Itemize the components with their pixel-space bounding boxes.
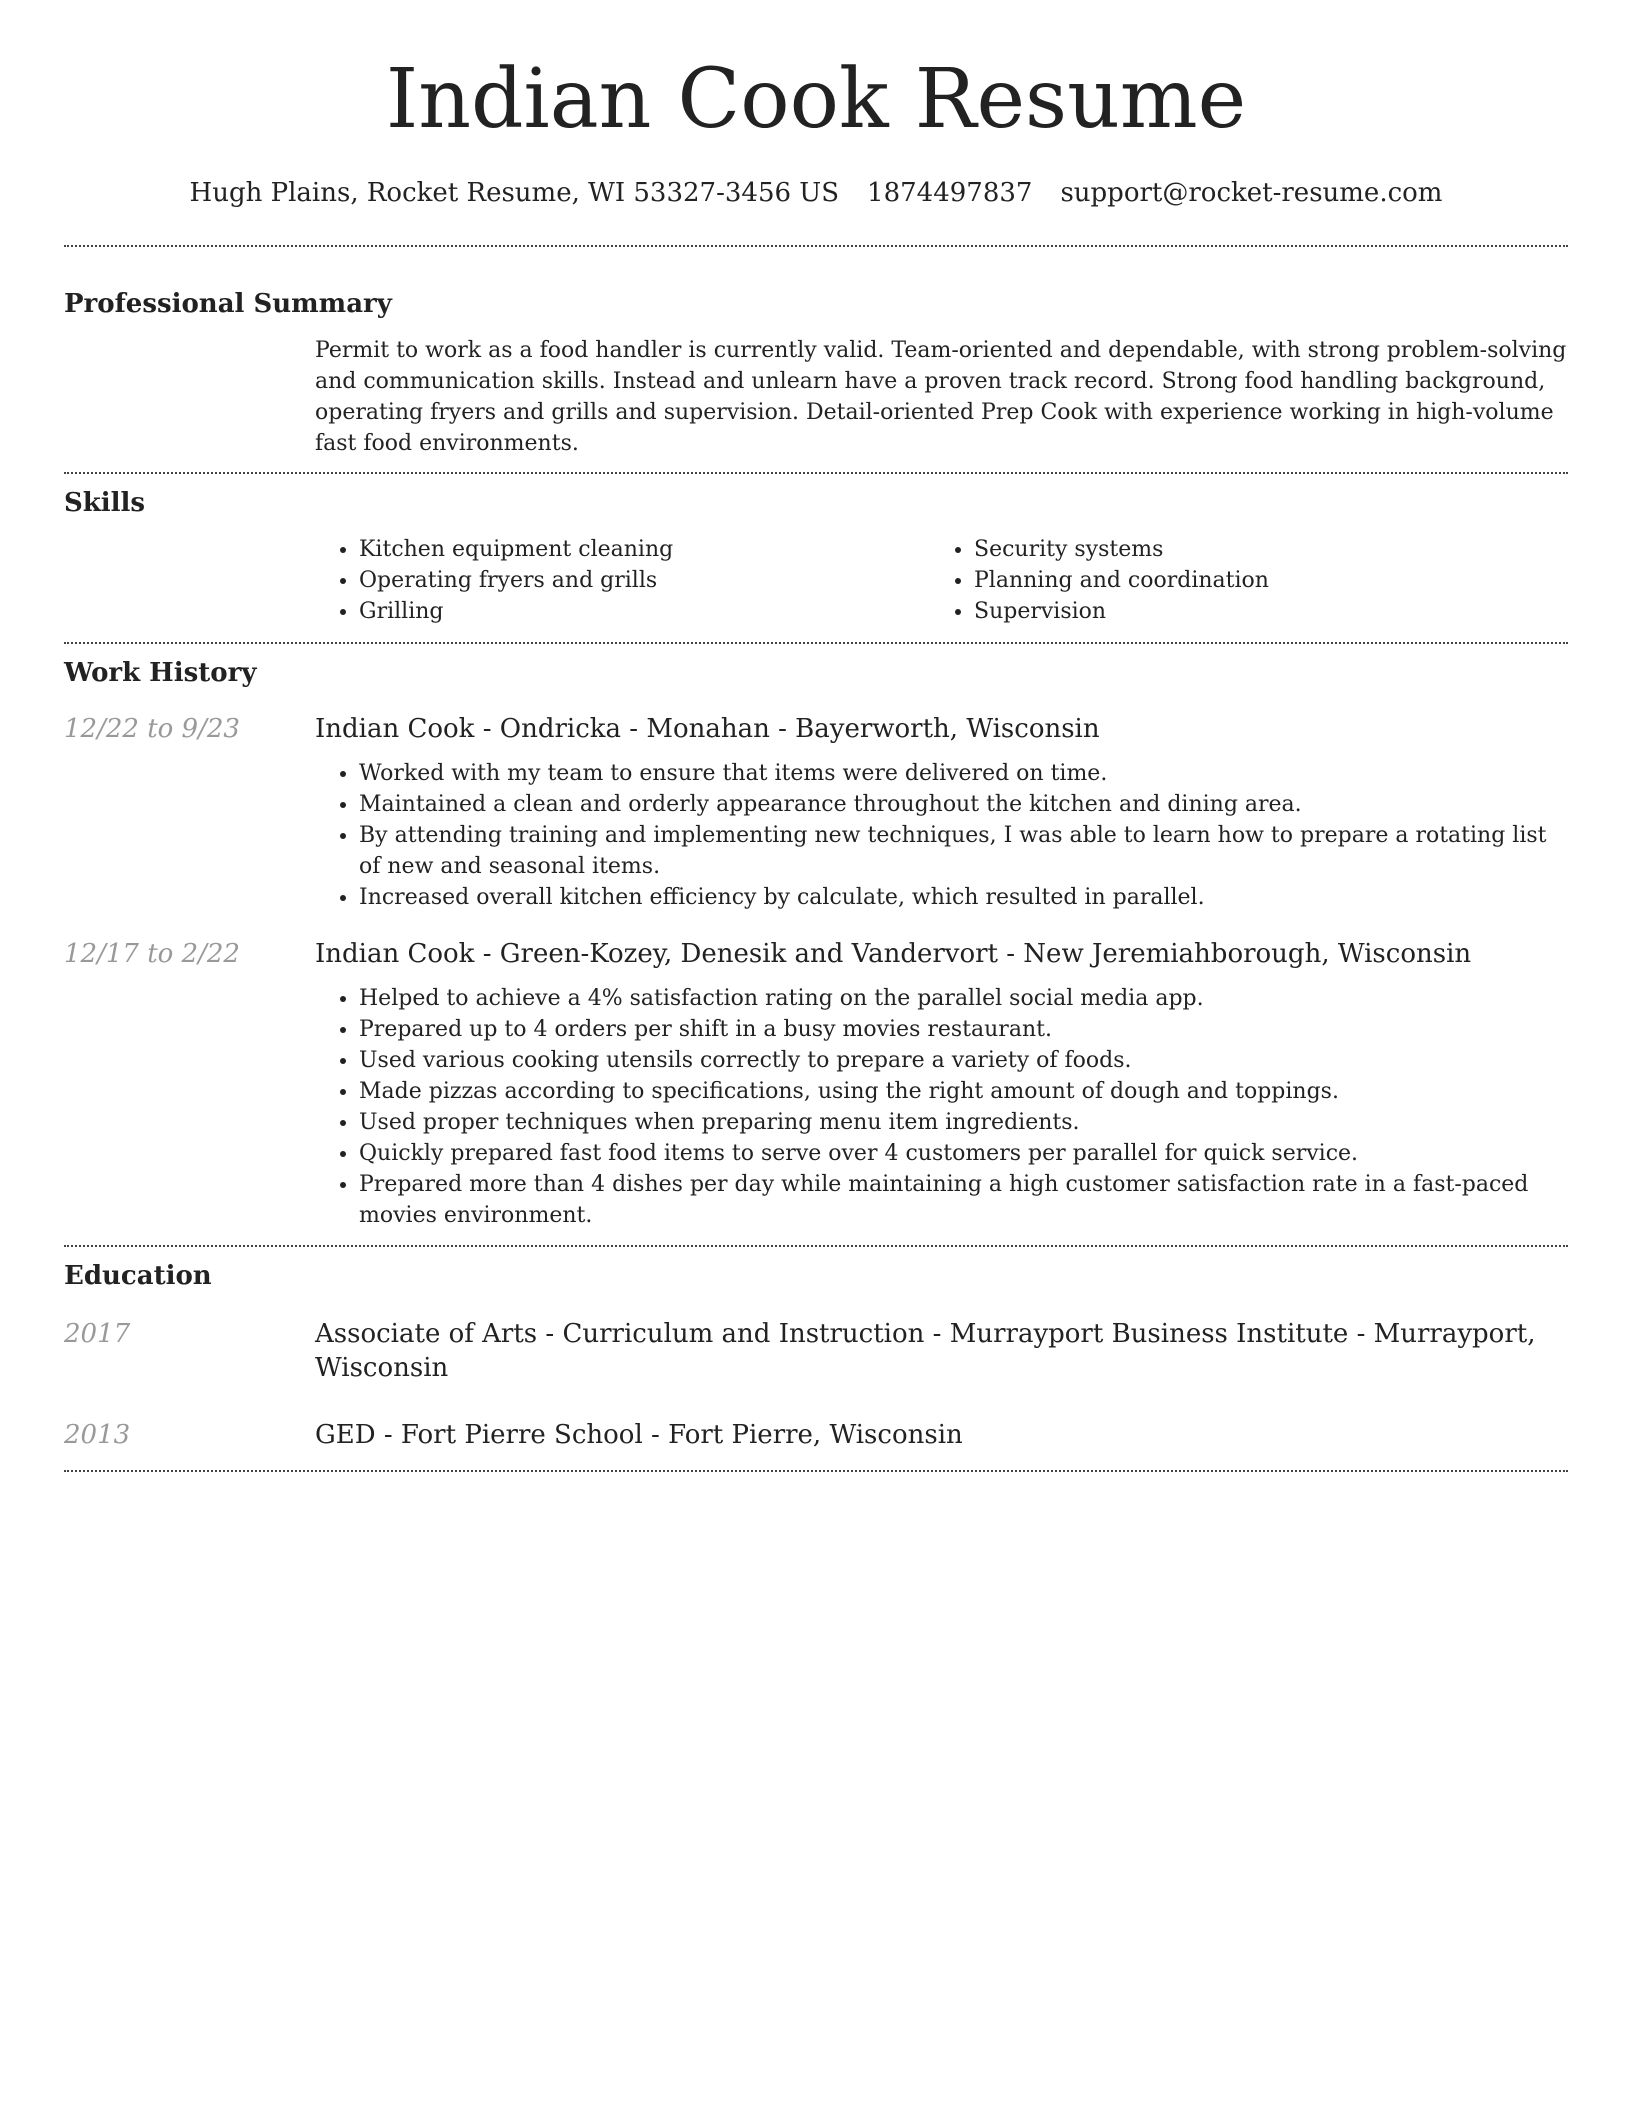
divider [64, 245, 1568, 247]
job-dates: 12/17 to 2/22 [64, 939, 240, 969]
education-detail: GED - Fort Pierre School - Fort Pierre, Wisconsin [315, 1420, 963, 1450]
job-bullet: • Prepared more than 4 dishes per day while maintaining a high customer satisfaction rate in a fast-paced movies environment. [359, 1169, 1568, 1231]
job-title: Indian Cook - Ondricka - Monahan - Bayerworth, Wisconsin [315, 714, 1100, 744]
education-entry [64, 1418, 1568, 1452]
education-year: 2017 [64, 1319, 131, 1349]
section-title-summary: Professional Summary [64, 289, 392, 319]
job-bullet: • Used proper techniques when preparing menu item ingredients. [359, 1107, 1568, 1138]
section-title-education: Education [64, 1261, 212, 1291]
job-bullet: • Prepared up to 4 orders per shift in a busy movies restaurant. [359, 1014, 1568, 1045]
job-bullet: • Helped to achieve a 4% satisfaction rating on the parallel social media app. [359, 983, 1568, 1014]
skills-list-left [315, 534, 930, 627]
job-bullet: • Maintained a clean and orderly appearance throughout the kitchen and dining area. [359, 789, 1568, 820]
job-bullets [315, 983, 1568, 1231]
section-title-skills: Skills [64, 488, 146, 518]
section-title-work: Work History [64, 658, 257, 688]
divider [64, 1470, 1568, 1472]
divider [64, 472, 1568, 474]
skill-item: • Security systems [974, 534, 1545, 565]
skill-item: • Kitchen equipment cleaning [359, 534, 930, 565]
skill-item: • Grilling [359, 596, 930, 627]
job-entry [64, 937, 1568, 1231]
education-year: 2013 [64, 1420, 131, 1450]
contact-email: support@rocket-resume.com [1060, 178, 1443, 208]
education-entry [64, 1317, 1568, 1385]
skills-list-right [930, 534, 1545, 627]
job-bullet: • By attending training and implementing new techniques, I was able to learn how to prepare a rotating list of new and seasonal items. [359, 820, 1568, 882]
job-dates: 12/22 to 9/23 [64, 714, 240, 744]
job-bullet: • Used various cooking utensils correctly to prepare a variety of foods. [359, 1045, 1568, 1076]
job-bullet: • Worked with my team to ensure that items were delivered on time. [359, 758, 1568, 789]
skill-item: • Operating fryers and grills [359, 565, 930, 596]
skill-item: • Supervision [974, 596, 1545, 627]
divider [64, 642, 1568, 644]
contact-address: Hugh Plains, Rocket Resume, WI 53327-3456 US [189, 178, 840, 208]
education-detail: Associate of Arts - Curriculum and Instruction - Murrayport Business Institute - Murrayport, Wisconsin [315, 1319, 1536, 1383]
job-entry [64, 712, 1568, 913]
job-bullets [315, 758, 1568, 913]
resume-page [64, 0, 1568, 1472]
job-bullet: • Increased overall kitchen efficiency by calculate, which resulted in parallel. [359, 882, 1568, 913]
skill-item: • Planning and coordination [974, 565, 1545, 596]
summary-text: Permit to work as a food handler is currently valid. Team-oriented and dependable, with strong problem-solving and communication skills. Instead and unlearn have a proven track record. Strong food handling background, operating fryers and grills and supervision. Detail-oriented Prep Cook with experience working in high-volume fast food environments. [315, 338, 1567, 456]
divider [64, 1245, 1568, 1247]
contact-line [64, 176, 1568, 210]
job-title: Indian Cook - Green-Kozey, Denesik and Vandervort - New Jeremiahborough, Wisconsin [315, 939, 1472, 969]
page-title: Indian Cook Resume [385, 52, 1247, 147]
contact-phone: 1874497837 [867, 178, 1033, 208]
job-bullet: • Quickly prepared fast food items to serve over 4 customers per parallel for quick service. [359, 1138, 1568, 1169]
job-bullet: • Made pizzas according to specifications, using the right amount of dough and toppings. [359, 1076, 1568, 1107]
